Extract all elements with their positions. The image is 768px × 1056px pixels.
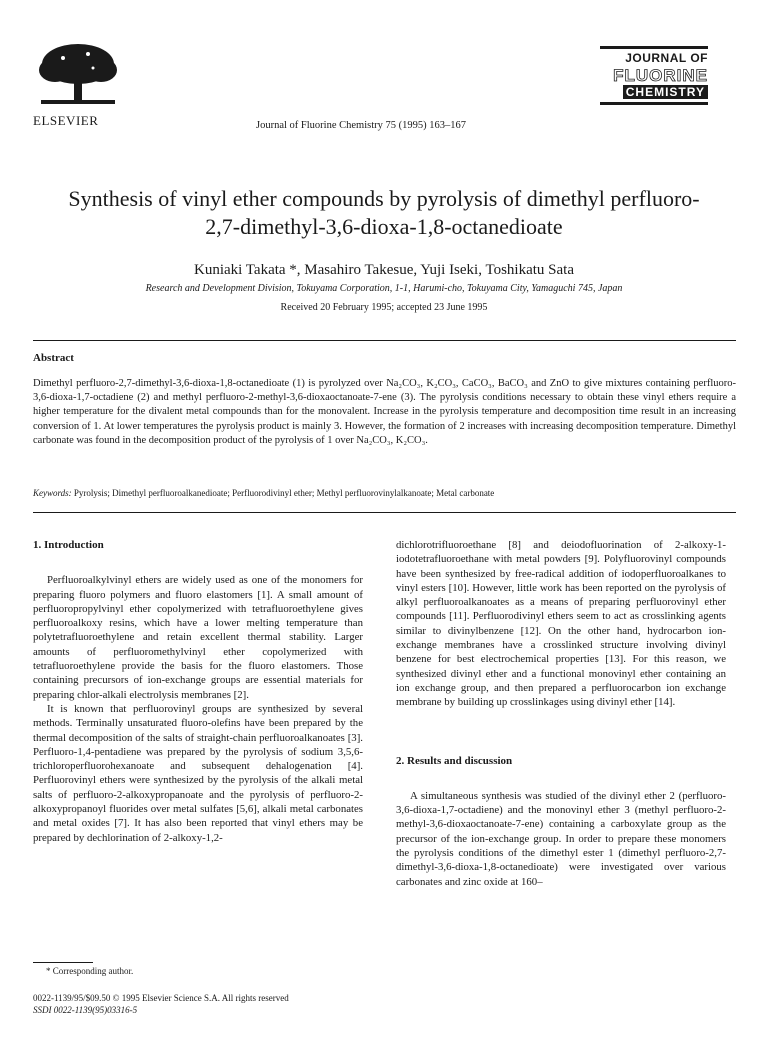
intro-paragraph-2: It is known that perfluorovinyl groups are synthesized by several methods. Terminally unsaturated fluoro-olefins have been prepared by the thermal decomposition of the salts of straight-chain perfluoroalkanoates [3]. Perfluoro-1,4-pentadiene was prepared by the pyrolysis of sodium 3,5,6-trichloroperfluorohexanoate and subsequent dehalogenation [4]. Perfluorovinyl ethers were synthesized by the pyrolysis of the alkali metal salts of perfluoro-2-alkoxypropanoate and the pyrolysis of perfluoro-2-alkoxypropanoyl fluorides over metal sulfates [5,6], alkali metal carbonates and metal oxides [7]. It has also been reported that vinyl ethers may be prepared by dechlorination of 2-alkoxy-1,2- (33, 702, 363, 844)
received-dates: Received 20 February 1995; accepted 23 June 1995 (280, 302, 488, 313)
keywords-text: Pyrolysis; Dimethyl perfluoroalkanedioate; Perfluorodivinyl ether; Methyl perfluorovinylalkanoate; Metal carbonate (73, 488, 495, 498)
affiliation: Research and Development Division, Tokuyama Corporation, 1-1, Harumi-cho, Tokuyama City, Yamaguchi 745, Japan (145, 283, 623, 294)
divider (33, 512, 736, 513)
logo-line-2: FLUORINE (613, 66, 708, 85)
logo-line-1: JOURNAL OF (625, 51, 708, 65)
right-column (396, 538, 726, 889)
footnote: * Corresponding author. (46, 966, 134, 976)
left-column (33, 538, 363, 845)
intro-heading: 1. Introduction (33, 539, 104, 551)
title-line-1: Synthesis of vinyl ether compounds by pyrolysis of dimethyl perfluoro- (68, 186, 700, 211)
publisher-name: ELSEVIER (33, 113, 99, 128)
paper-title (40, 185, 728, 241)
divider (33, 340, 736, 341)
authors: Kuniaki Takata *, Masahiro Takesue, Yuji Iseki, Toshikatu Sata (194, 262, 574, 278)
abstract-body: Dimethyl perfluoro-2,7-dimethyl-3,6-dioxa-1,8-octanedioate (1) is pyrolyzed over Na₂CO₃, K₂CO₃, CaCO₃, BaCO₃ and ZnO to give mixtures containing perfluoro-3,6-dioxa-1,7-octadiene (2) and methyl perfluoro-2-methyl-3,6-dioxaoctanoate-7-ene (3). The pyrolysis conditions necessary to obtain these vinyl ethers require a higher temperature for the divalent metal compounds than for the monovalent. Increase in the pyrolysis temperature and decomposition time result in an increasing conversion of 1. At lower temperatures the pyrolysis product is mainly 3. However, the formation of 2 increases with increasing decomposition temperature. Dimethyl carbonate was found in the decomposition product of the pyrolysis of 1 over Na₂CO₃, K₂CO₃. (33, 378, 736, 446)
copyright (33, 992, 289, 1016)
results-heading: 2. Results and discussion (396, 754, 513, 767)
logo-rule (600, 102, 708, 105)
journal-logo (600, 44, 708, 107)
abstract-heading: Abstract (33, 352, 74, 364)
results-paragraph-1: A simultaneous synthesis was studied of the divinyl ether 2 (perfluoro-3,6-dioxa-1,7-octadiene) and the monovinyl ether 3 (methyl perfluoro-2-methyl-3,6-dioxaoctanoate-7-ene) containing a carboxylate group as the precursor of the ion-exchange group. In order to prepare these monomers the pyrolysis conditions of the dimethyl ester 1 (dimethyl perfluoro-2,7-dimethyl-3,6-dioxa-1,8-octanedioate) were investigated over various carbonates and zinc oxide at 160– (396, 789, 726, 888)
intro-paragraph-3: dichlorotrifluoroethane [8] and deiodofluorination of 2-alkoxy-1-iodotetrafluoroethane with metal powders [9]. Polyfluorovinyl compounds have been synthesized by free-radical addition of iodoperfluoroalkanes to vinyl esters [10]. However, little work has been reported on the pyrolysis of alkyl perfluoroalkanoates as a means of preparing perfluorovinyl ether compounds [11]. Perfluorodivinyl ethers seem to act as crosslinking agents similar to divinylbenzene [12]. On the other hand, hydrocarbon ion-exchange membranes have a crosslinked structure involving divinyl benzene for best electrochemical properties [13]. For this reason, we synthesized divinyl ether and a functional monovinyl ether containing an ion exchange group, and then prepared a perfluorocarbon ion exchange membrane by building up crosslinkages using divinyl ether [14]. (396, 539, 726, 709)
elsevier-tree-logo (33, 40, 123, 110)
logo-rule (600, 46, 708, 49)
logo-line-3: CHEMISTRY (623, 85, 708, 99)
journal-citation: Journal of Fluorine Chemistry 75 (1995) 163–167 (256, 120, 466, 131)
copyright-line-1: 0022-1139/95/$09.50 © 1995 Elsevier Science S.A. All rights reserved (33, 993, 289, 1003)
intro-paragraph-1: Perfluoroalkylvinyl ethers are widely used as one of the monomers for preparing fluoro polymers and fluoro elastomers [1]. A small amount of perfluoropropylvinyl ether copolymerized with tetrafluoroethylene gives perfluoroalkoxy resins, which have a lower melting temperature than polytetrafluoroethylene and retain excellent thermal stability. Larger amounts of perfluoromethylvinyl ether copolymerized with tetrafluoroethylene provide the basis for the fluoro elastomers. Those containing precursors of ion-exchange groups are essential materials for preparing chlor-alkali electrolysis membranes [2]. (33, 574, 363, 701)
keywords (33, 488, 736, 498)
copyright-line-2: SSDI 0022-1139(95)03316-5 (33, 1005, 138, 1015)
keywords-label: Keywords: (33, 488, 72, 498)
title-line-2: 2,7-dimethyl-3,6-dioxa-1,8-octanedioate (205, 214, 563, 239)
footnote-rule (33, 962, 93, 963)
